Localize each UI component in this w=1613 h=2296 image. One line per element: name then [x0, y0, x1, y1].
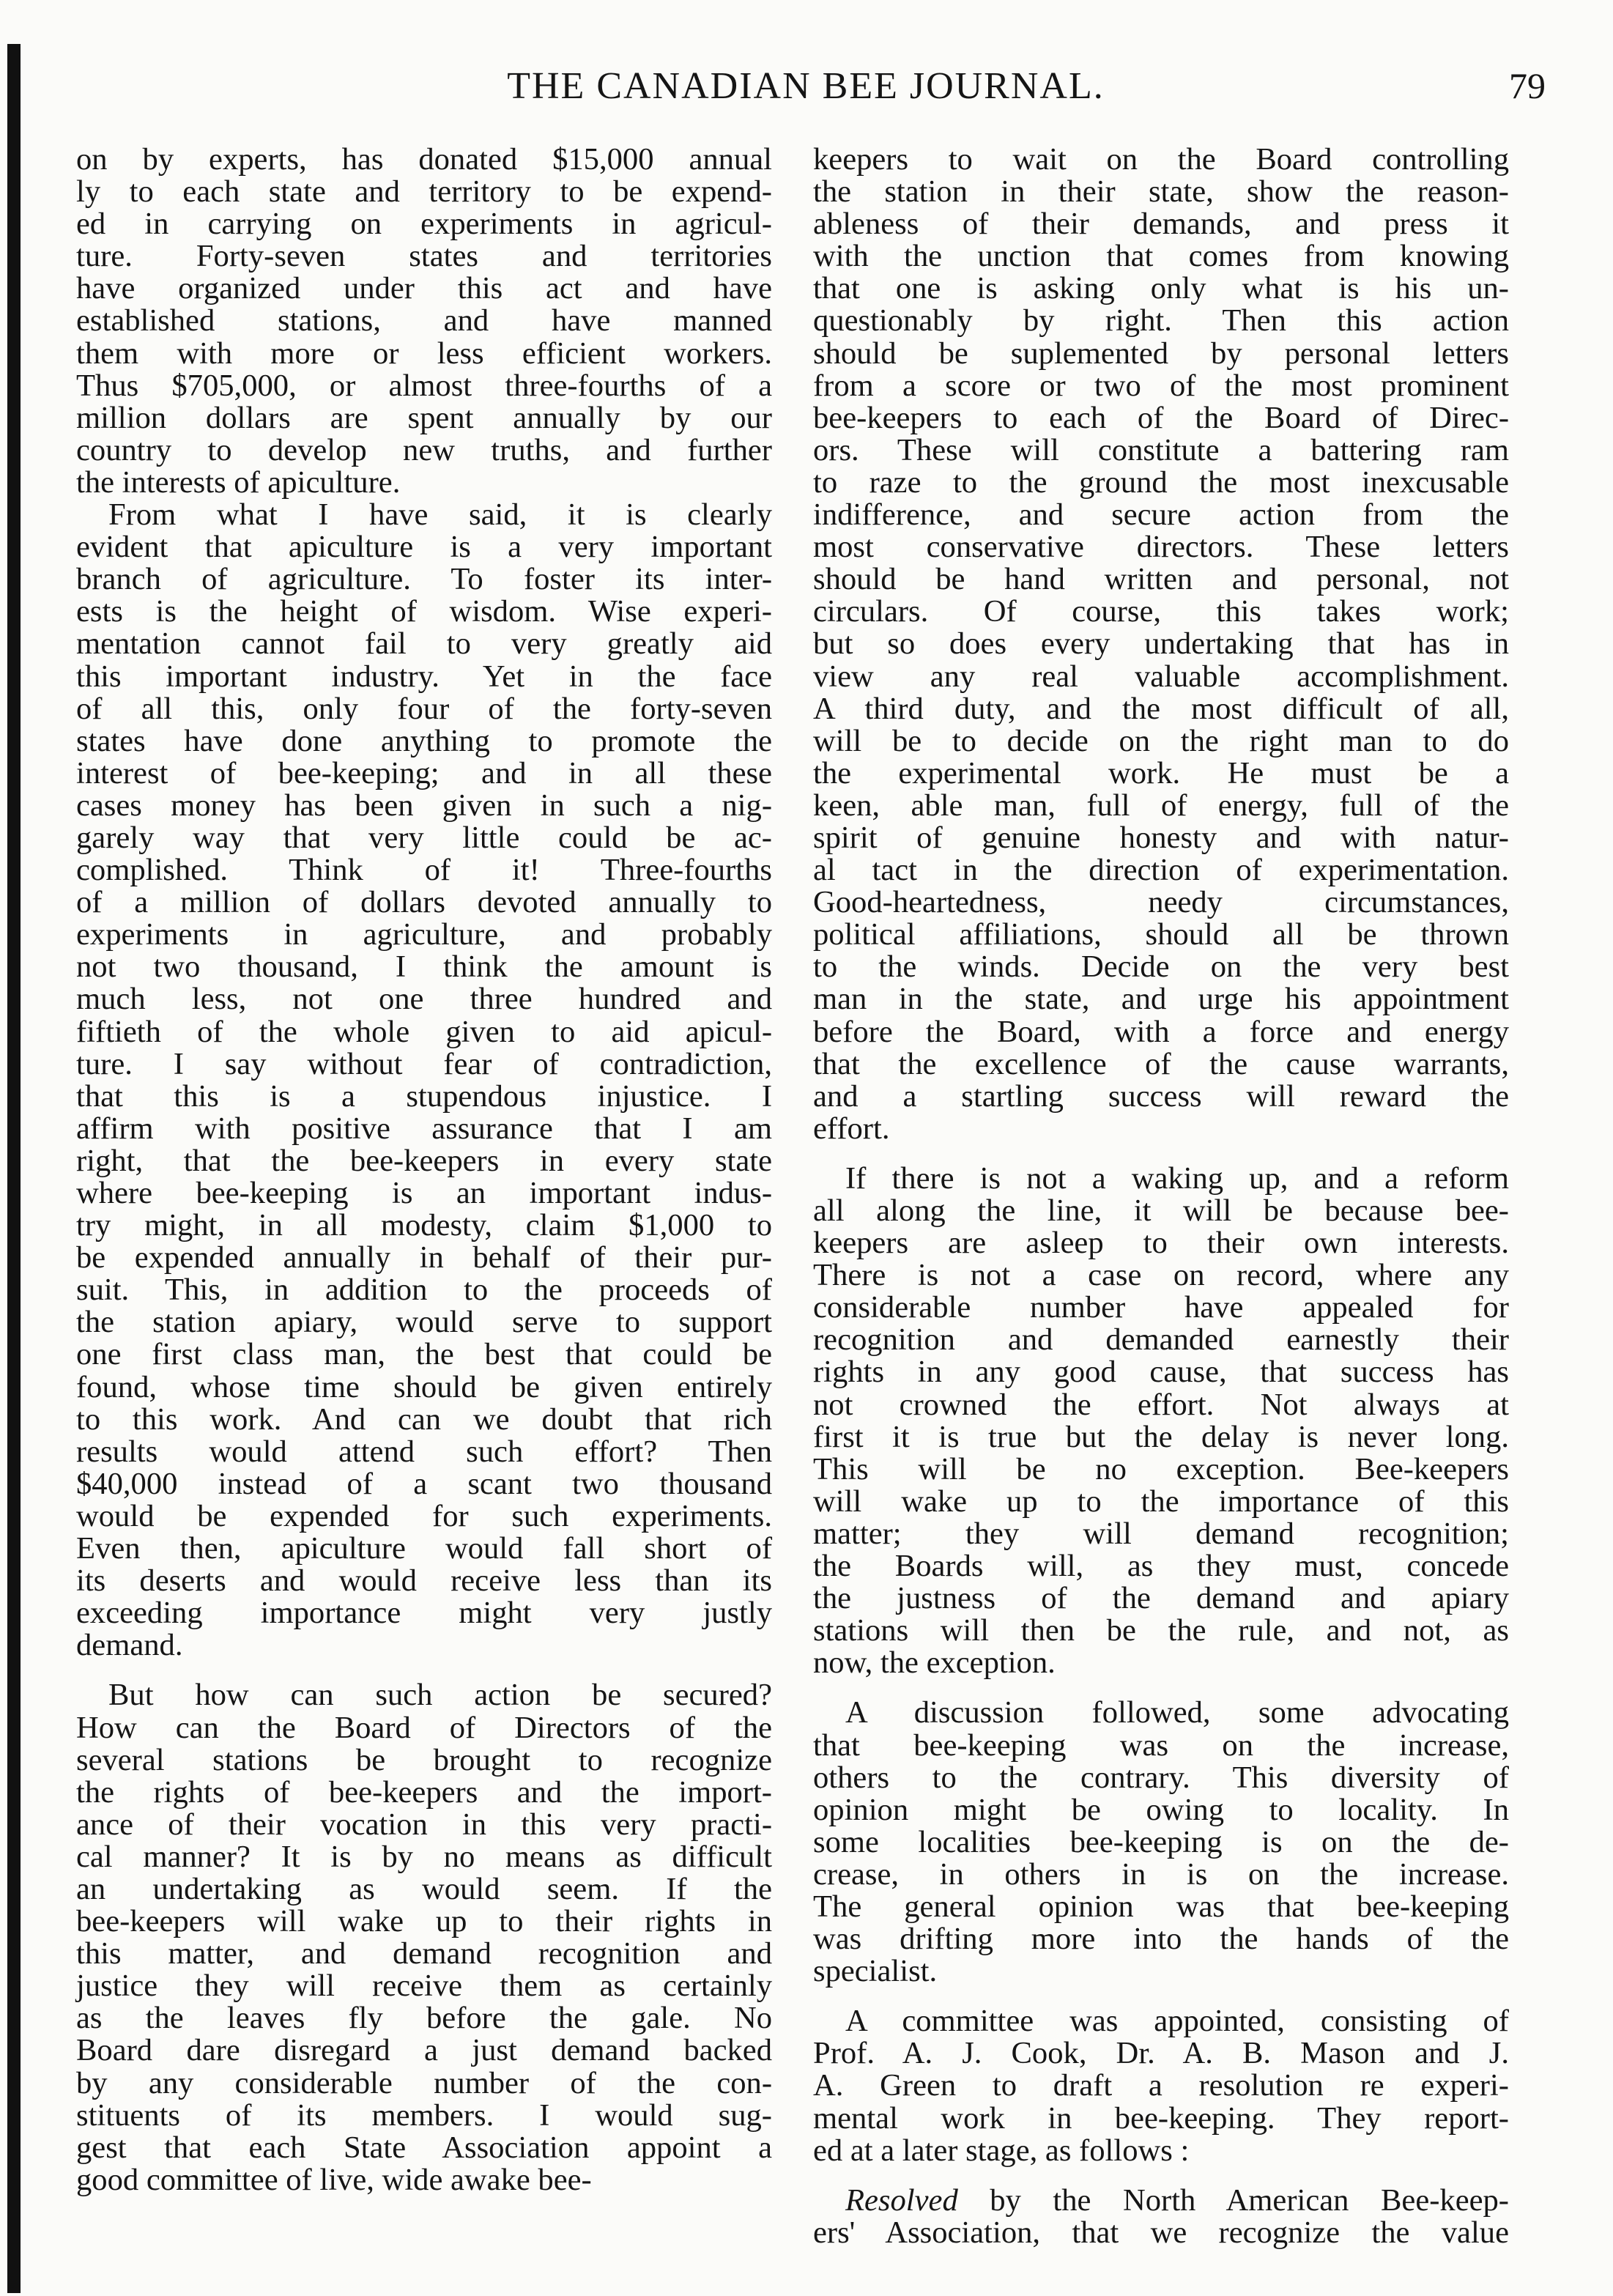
text-line: first it is true but the delay is never long.	[813, 1419, 1509, 1454]
text-line: cases money has been given in such a nig-	[76, 788, 772, 823]
text-line: bee-keepers will wake up to their rights in	[76, 1904, 772, 1939]
text-line: will be to decide on the right man to do	[813, 723, 1509, 758]
text-line: rights in any good cause, that success has	[813, 1355, 1509, 1390]
text-line: not crowned the effort. Not always at	[813, 1387, 1509, 1422]
text-line: opinion might be owing to locality. In	[813, 1792, 1509, 1827]
text-line: now, the exception.	[813, 1645, 1056, 1681]
text-line: exceeding importance might very justly	[76, 1596, 772, 1631]
text-line: of a million of dollars devoted annually to	[76, 885, 772, 920]
text-line: spirit of genuine honesty and with natur-	[813, 820, 1509, 855]
text-line: recognition and demanded earnestly their	[813, 1322, 1509, 1358]
text-line: that bee-keeping was on the increase,	[813, 1727, 1509, 1763]
text-line: indifference, and secure action from the	[813, 497, 1509, 533]
text-line: considerable number have appealed for	[813, 1290, 1509, 1325]
text-line: much less, not one three hundred and	[76, 982, 772, 1017]
running-title: THE CANADIAN BEE JOURNAL.	[507, 65, 1105, 107]
text-line: this matter, and demand recognition and	[76, 1936, 772, 1971]
text-line: man in the state, and urge his appointment	[813, 982, 1509, 1017]
text-line: circulars. Of course, this takes work;	[813, 594, 1509, 629]
text-line: the interests of apiculture.	[76, 464, 401, 500]
text-line: Board dare disregard a just demand backed	[76, 2033, 772, 2068]
text-line: on by experts, has donated $15,000 annual	[76, 142, 772, 177]
text-line: suit. This, in addition to the proceeds of	[76, 1273, 772, 1308]
text-line: will wake up to the importance of this	[813, 1484, 1509, 1519]
text-line: complished. Think of it! Three-fourths	[76, 853, 772, 888]
text-line: should be suplemented by personal letters	[813, 336, 1509, 371]
text-line: questionably by right. Then this action	[813, 303, 1509, 338]
text-line: A committee was appointed, consisting of	[845, 2004, 1509, 2039]
text-line: affirm with positive assurance that I am	[76, 1111, 772, 1146]
text-line: ed at a later stage, as follows :	[813, 2133, 1190, 2168]
text-line: experiments in agriculture, and probably	[76, 917, 772, 952]
paragraph-gap	[813, 1145, 1509, 1163]
scan-edge-bar	[7, 44, 21, 2293]
text-line: From what I have said, it is clearly	[108, 497, 772, 533]
text-line: How can the Board of Directors of the	[76, 1710, 772, 1745]
text-line: demand.	[76, 1628, 183, 1663]
text-line: from a score or two of the most prominent	[813, 368, 1509, 403]
text-line: right, that the bee-keepers in every state	[76, 1143, 772, 1178]
text-line: If there is not a waking up, and a reform	[845, 1160, 1509, 1196]
text-line: the station in their state, show the reason-	[813, 174, 1509, 210]
text-line: have organized under this act and have	[76, 271, 772, 306]
text-line: cal manner? It is by no means as difficult	[76, 1839, 772, 1874]
text-line: most conservative directors. These letters	[813, 530, 1509, 565]
text-line: political affiliations, should all be thrown	[813, 917, 1509, 952]
page-number: 79	[1509, 65, 1546, 106]
text-line: ableness of their demands, and press it	[813, 207, 1509, 242]
text-line: effort.	[813, 1111, 890, 1146]
text-line: crease, in others in is on the increase.	[813, 1856, 1509, 1892]
text-line: Even then, apiculture would fall short of	[76, 1531, 772, 1566]
resolution-line	[813, 2182, 1509, 2218]
text-line: branch of agriculture. To foster its inter-	[76, 562, 772, 597]
text-line: before the Board, with a force and energy	[813, 1014, 1509, 1049]
text-line: try might, in all modesty, claim $1,000 to	[76, 1208, 772, 1243]
text-line: ors. These will constitute a battering ram	[813, 432, 1509, 467]
paragraph-gap	[813, 1988, 1509, 2005]
left-column	[76, 144, 772, 2268]
text-line: where bee-keeping is an important indus-	[76, 1176, 772, 1210]
text-line: This will be no exception. Bee-keepers	[813, 1451, 1509, 1486]
text-line: ture. Forty-seven states and territories	[76, 239, 772, 274]
text-line: the justness of the demand and apiary	[813, 1581, 1509, 1616]
text-line: view any real valuable accomplishment.	[813, 659, 1509, 694]
text-line: But how can such action be secured?	[108, 1678, 772, 1713]
text-line: be expended annually in behalf of their pur-	[76, 1240, 772, 1275]
text-line: A third duty, and the most difficult of all,	[813, 691, 1509, 726]
text-line: A. Green to draft a resolution re experi-	[813, 2068, 1509, 2103]
text-line: mental work in bee-keeping. They report-	[813, 2100, 1509, 2136]
text-line: found, whose time should be given entirely	[76, 1369, 772, 1404]
text-line: not two thousand, I think the amount is	[76, 949, 772, 985]
text-line: garely way that very little could be ac-	[76, 820, 772, 855]
text-line: that this is a stupendous injustice. I	[76, 1078, 772, 1114]
text-line: all along the line, it will be because bee-	[813, 1193, 1509, 1228]
resolution-line: ers' Association, that we recognize the value	[813, 2215, 1509, 2250]
text-line: mentation cannot fail to very greatly aid	[76, 626, 772, 662]
text-line: justice they will receive them as certainly	[76, 1969, 772, 2004]
text-line: stations will then be the rule, and not, as	[813, 1613, 1509, 1648]
text-line: one first class man, the best that could be	[76, 1337, 772, 1372]
text-line: with the unction that comes from knowing	[813, 239, 1509, 274]
text-line: keepers to wait on the Board controlling	[813, 142, 1509, 177]
text-line: as the leaves fly before the gale. No	[76, 2001, 772, 2036]
text-line: matter; they will demand recognition;	[813, 1516, 1509, 1551]
text-line: this important industry. Yet in the face	[76, 659, 772, 694]
text-line: established stations, and have manned	[76, 303, 772, 338]
text-line: A discussion followed, some advocating	[845, 1695, 1509, 1730]
text-line: an undertaking as would seem. If the	[76, 1871, 772, 1906]
text-line: that the excellence of the cause warrants,	[813, 1046, 1509, 1081]
paragraph-gap	[813, 2167, 1509, 2185]
text-line: country to develop new truths, and further	[76, 432, 772, 467]
text-line: several stations be brought to recognize	[76, 1742, 772, 1777]
text-line: keepers are asleep to their own interests.	[813, 1226, 1509, 1261]
text-line: and a startling success will reward the	[813, 1078, 1509, 1114]
text-line: results would attend such effort? Then	[76, 1434, 772, 1469]
text-line: good committee of live, wide awake bee-	[76, 2162, 592, 2197]
text-line: states have done anything to promote the	[76, 723, 772, 758]
text-line: would be expended for such experiments.	[76, 1498, 772, 1533]
paragraph-gap	[76, 1662, 772, 1679]
text-line: interest of bee-keeping; and in all these	[76, 755, 772, 790]
text-line: ture. I say without fear of contradiction,	[76, 1046, 772, 1081]
text-line: fiftieth of the whole given to aid apicul-	[76, 1014, 772, 1049]
text-line: bee-keepers to each of the Board of Direc-	[813, 400, 1509, 435]
resolution-text: by the North American Bee-keep-	[957, 2182, 1509, 2218]
text-line: that one is asking only what is his un-	[813, 271, 1509, 306]
text-line: specialist.	[813, 1954, 938, 1989]
text-line: Thus $705,000, or almost three-fourths of a	[76, 368, 772, 403]
text-line: its deserts and would receive less than its	[76, 1563, 772, 1599]
text-line: some localities bee-keeping is on the de-	[813, 1824, 1509, 1859]
text-line: ly to each state and territory to be expend-	[76, 174, 772, 210]
text-line: There is not a case on record, where any	[813, 1258, 1509, 1293]
text-line: to this work. And can we doubt that rich	[76, 1401, 772, 1437]
text-line: ed in carrying on experiments in agricul-	[76, 207, 772, 242]
right-column	[813, 144, 1509, 2268]
text-line: gest that each State Association appoint a	[76, 2130, 772, 2165]
text-line: to the winds. Decide on the very best	[813, 949, 1509, 985]
text-line: $40,000 instead of a scant two thousand	[76, 1466, 772, 1501]
text-line: million dollars are spent annually by our	[76, 400, 772, 435]
text-line: by any considerable number of the con-	[76, 2065, 772, 2100]
text-line: to raze to the ground the most inexcusable	[813, 464, 1509, 500]
text-line: evident that apiculture is a very important	[76, 530, 772, 565]
paragraph-gap	[813, 1679, 1509, 1697]
text-line: was drifting more into the hands of the	[813, 1922, 1509, 1957]
text-line: al tact in the direction of experimentation.	[813, 853, 1509, 888]
text-line: of all this, only four of the forty-seven	[76, 691, 772, 726]
resolved-lead: Resolved	[845, 2182, 958, 2218]
text-line: the station apiary, would serve to support	[76, 1305, 772, 1340]
text-line: the rights of bee-keepers and the import-	[76, 1774, 772, 1810]
text-line: Good-heartedness, needy circumstances,	[813, 885, 1509, 920]
text-line: stituents of its members. I would sug-	[76, 2097, 772, 2133]
text-line: keen, able man, full of energy, full of the	[813, 788, 1509, 823]
text-line: them with more or less efficient workers.	[76, 336, 772, 371]
text-line: others to the contrary. This diversity of	[813, 1760, 1509, 1795]
text-line: should be hand written and personal, not	[813, 562, 1509, 597]
text-line: ests is the height of wisdom. Wise experi-	[76, 594, 772, 629]
text-line: the experimental work. He must be a	[813, 755, 1509, 790]
text-line: Prof. A. J. Cook, Dr. A. B. Mason and J.	[813, 2036, 1509, 2071]
text-line: The general opinion was that bee-keeping	[813, 1889, 1509, 1924]
page-header	[44, 64, 1568, 116]
text-line: the Boards will, as they must, concede	[813, 1549, 1509, 1584]
text-line: ance of their vocation in this very practi-	[76, 1807, 772, 1842]
text-line: but so does every undertaking that has in	[813, 626, 1509, 662]
